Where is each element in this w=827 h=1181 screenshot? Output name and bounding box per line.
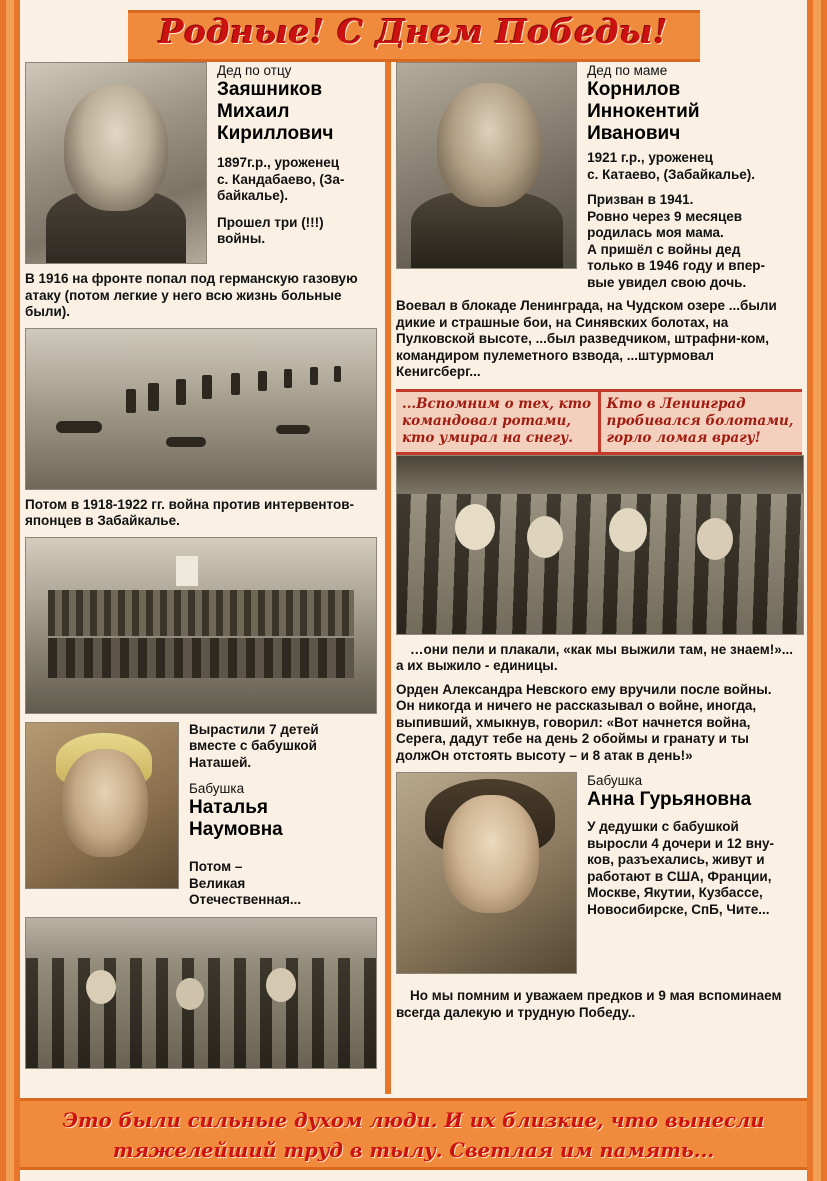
left-grandmother-block: [25, 722, 380, 909]
verse-right: Кто в Ленинград пробивался болотами, горло ломая врагу!: [598, 392, 803, 452]
right-grandfather-line4: А пришёл с войны дед: [587, 241, 741, 257]
right-grandmother-line1: У дедушки с бабушкой: [587, 819, 739, 834]
left-grandmother-children: Вырастили 7 детей: [189, 721, 319, 737]
right-grandfather-surname: Корнилов: [587, 79, 681, 100]
right-paragraph-war-service: Воевал в блокаде Ленинграда, на Чудском озере ...были дикие и страшные бои, на Синявских болотах, на Пулковской высоте, ...был разведчиком, штрафни-ком, командиром пулеметного взвода, ...штурмовал Кенигсберг...: [396, 298, 777, 379]
left-grandfather-birth: 1897г.р., уроженец: [217, 155, 340, 170]
right-grandfather-line6: вые увидел свою дочь.: [587, 274, 747, 290]
right-grandfather-line5: только в 1946 году и впер-: [587, 258, 765, 273]
left-grandfather-relation: Дед по отцу: [217, 63, 292, 78]
left-column: [25, 62, 380, 1069]
left-paragraph-gas-attack: В 1916 на фронте попал под германскую газовую атаку (потом легкие у него всю жизнь больные были).: [25, 271, 358, 319]
photo-grandfather-paternal: [25, 62, 207, 264]
right-grandmother-relation: Бабушка: [587, 773, 643, 788]
left-grandmother-patronymic: Наумовна: [189, 819, 283, 840]
right-paragraph-never-told: Он никогда и ничего не рассказывал о войне, иногда, выпивший, хмыкнув, говорил: «Вот начнется война, Серега, дадут тебе на день 2 обоймы и гранату и ты должОн отстоять высоту – и 8 атак в день!»: [396, 698, 757, 763]
footer-banner: [20, 1098, 807, 1170]
right-grandfather-block: [396, 62, 802, 291]
left-grandmother-after: Потом –: [189, 859, 243, 874]
left-grandfather-block: [25, 62, 380, 264]
right-grandfather-line2: Ровно через 9 месяцев: [587, 208, 743, 224]
right-grandfather-place: с. Катаево, (Забайкалье).: [587, 166, 756, 182]
title-banner: [20, 8, 807, 60]
left-grandfather-place2: байкалье).: [217, 188, 289, 203]
right-grandmother-line3: ков, разъехались, живут и: [587, 852, 765, 867]
left-caption-intervention-war: Потом в 1918-1922 гг. война против интервентов-японцев в Забайкалье.: [25, 496, 355, 528]
photo-cavalry-formation: [25, 537, 377, 714]
right-grandfather-relation: Дед по маме: [587, 63, 668, 78]
photo-grandfather-maternal: [396, 62, 577, 269]
photo-grandmother-anna: [396, 772, 577, 974]
left-grandmother-after2: Великая: [189, 875, 246, 891]
right-grandmother-name: Анна Гурьяновна: [587, 789, 752, 810]
left-grandfather-wars2: войны.: [217, 231, 266, 246]
left-grandfather-place: с. Кандабаево, (За-: [217, 171, 345, 187]
right-grandmother-block: [396, 772, 802, 974]
right-grandfather-birth: 1921 г.р., уроженец: [587, 150, 713, 165]
left-grandmother-firstname: Наталья: [189, 797, 268, 818]
photo-grandmother-natalya: [25, 722, 179, 889]
right-grandmother-line4: работают в США, Франции,: [587, 868, 772, 884]
right-grandfather-patronymic: Иванович: [587, 123, 681, 144]
poster-inner: [20, 0, 807, 1181]
page-title: Родные! С Днем Победы!: [158, 12, 669, 51]
right-paragraph-remember: Но мы помним и уважаем предков и 9 мая вспоминаем всегда далекую и трудную Победу..: [396, 988, 782, 1020]
right-grandfather-line1: Призван в 1941.: [587, 192, 694, 207]
left-grandfather-wars: Прошел три (!!!): [217, 214, 324, 230]
right-grandmother-line5: Москве, Якутии, Кузбассе,: [587, 885, 763, 900]
right-grandfather-line3: родилась моя мама.: [587, 225, 724, 240]
right-grandfather-firstname: Иннокентий: [587, 101, 700, 122]
photo-battlefield: [25, 328, 377, 490]
left-grandfather-surname: Заяшников: [217, 79, 323, 100]
left-grandmother-relation: Бабушка: [189, 781, 245, 796]
left-grandmother-children3: Наташей.: [189, 754, 252, 770]
left-grandmother-children2: вместе с бабушкой: [189, 738, 317, 753]
verse-left: ...Вспомним о тех, кто командовал ротами, кто умирал на снегу.: [402, 395, 592, 446]
right-grandmother-line2: выросли 4 дочери и 12 вну-: [587, 835, 775, 851]
right-paragraph-sang: …они пели и плакали, «как мы выжили там, не знаем!»... а их выжило - единицы.: [396, 641, 794, 673]
left-grandfather-firstname: Михаил: [217, 101, 290, 122]
photo-victory-crowd: [396, 455, 804, 635]
right-grandmother-line6: Новосибирске, СпБ, Чите...: [587, 901, 770, 917]
left-grandfather-patronymic: Кириллович: [217, 123, 334, 144]
verse-block: [396, 389, 802, 455]
left-grandmother-after3: Отечественная...: [189, 892, 302, 907]
photo-soldiers-crowd-left: [25, 917, 377, 1069]
right-paragraph-order: Орден Александра Невского ему вручили после войны.: [396, 681, 772, 697]
footer-line-1: Это были сильные духом люди. И их близкие, что вынесли: [62, 1109, 765, 1132]
footer-line-2: тяжелейший труд в тылу. Светлая им память...: [112, 1139, 715, 1162]
column-divider: [385, 62, 391, 1094]
right-column: [396, 62, 802, 1021]
